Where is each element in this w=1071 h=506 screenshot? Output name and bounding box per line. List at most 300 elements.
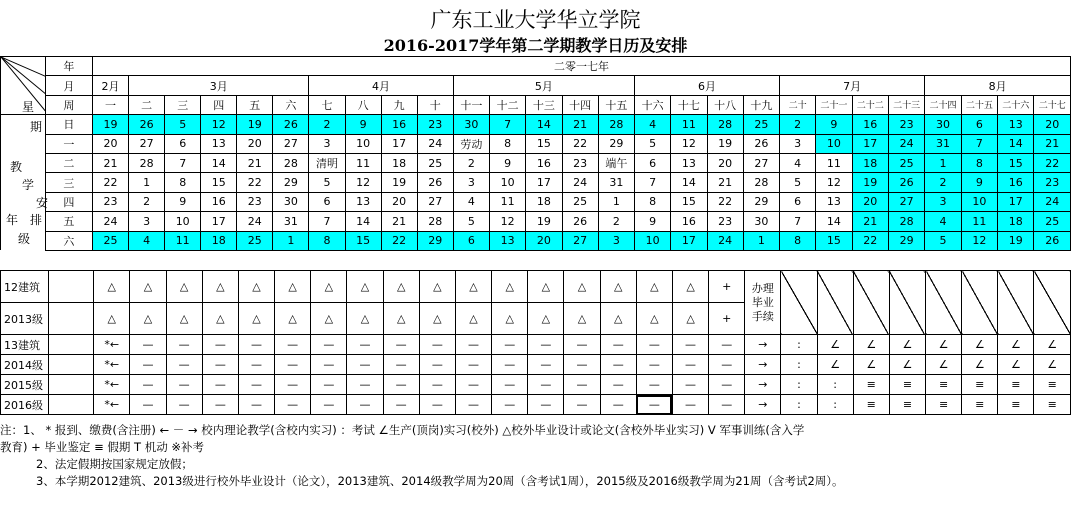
calendar-cell: 27 <box>129 134 165 153</box>
calendar-cell: 29 <box>743 192 779 211</box>
plan-cell: — <box>564 355 600 375</box>
calendar-cell: 23 <box>562 153 598 172</box>
calendar-cell: 8 <box>490 134 526 153</box>
calendar-cell: 23 <box>888 115 924 134</box>
plan-cell: — <box>600 335 636 355</box>
calendar-cell: 19 <box>381 173 417 192</box>
calendar-cell: 2 <box>780 115 816 134</box>
calendar-cell: 14 <box>201 153 237 172</box>
calendar-cell: 3 <box>925 192 961 211</box>
plan-cell: — <box>636 375 672 395</box>
calendar-cell: 4 <box>925 212 961 231</box>
plan-cell: — <box>238 335 274 355</box>
calendar-cell: 6 <box>961 115 997 134</box>
plan-cell: △ <box>419 303 455 335</box>
calendar-cell: 27 <box>562 231 598 250</box>
calendar-cell: 14 <box>671 173 707 192</box>
calendar-cell: 16 <box>852 115 888 134</box>
calendar-cell: 3 <box>309 134 345 153</box>
calendar-cell: 10 <box>490 173 526 192</box>
calendar-cell: 23 <box>707 212 743 231</box>
calendar-cell: 16 <box>381 115 417 134</box>
calendar-cell: 11 <box>816 153 852 172</box>
week-header: 二十六 <box>998 95 1034 114</box>
calendar-cell: 31 <box>925 134 961 153</box>
week-header: 三 <box>165 95 201 114</box>
calendar-cell: 11 <box>165 231 201 250</box>
calendar-cell: 9 <box>816 115 852 134</box>
plan-cell: — <box>564 395 600 415</box>
plan-cell: ∠ <box>1034 335 1071 355</box>
plan-cell: ∠ <box>926 355 962 375</box>
calendar-cell: 29 <box>273 173 309 192</box>
calendar-cell: 17 <box>201 212 237 231</box>
week-header: 一 <box>92 95 128 114</box>
plan-cell: △ <box>528 303 564 335</box>
month-header: 5月 <box>453 76 634 95</box>
plan-cell: — <box>202 395 238 415</box>
calendar-cell: 13 <box>816 192 852 211</box>
calendar-cell: 26 <box>417 173 453 192</box>
plan-cell: △ <box>636 303 672 335</box>
plan-cell: — <box>419 335 455 355</box>
week-header: 十七 <box>671 95 707 114</box>
calendar-cell: 25 <box>1034 212 1071 231</box>
calendar-cell: 28 <box>743 173 779 192</box>
calendar-cell: 17 <box>852 134 888 153</box>
calendar-cell: 21 <box>707 173 743 192</box>
calendar-cell: 28 <box>417 212 453 231</box>
week-header: 二十七 <box>1034 95 1071 114</box>
plan-cell: △ <box>94 303 130 335</box>
diagonal-cell <box>926 271 962 335</box>
plan-cell: — <box>202 375 238 395</box>
day-label: 日 <box>45 115 92 134</box>
calendar-cell: 14 <box>345 212 381 231</box>
side-label-cell <box>1 134 46 153</box>
plan-cell: △ <box>166 271 202 303</box>
side-label: 排 <box>30 213 43 227</box>
day-label: 四 <box>45 192 92 211</box>
plan-cell: — <box>311 395 347 415</box>
week-header: 十八 <box>707 95 743 114</box>
side-label: 教 <box>10 160 23 174</box>
diagonal-cell <box>781 271 817 335</box>
plan-cell: — <box>564 335 600 355</box>
calendar-cell: 7 <box>961 134 997 153</box>
plan-cell: ≡ <box>962 395 998 415</box>
plan-cell: — <box>166 395 202 415</box>
calendar-cell: 25 <box>417 153 453 172</box>
calendar-cell: 11 <box>671 115 707 134</box>
plan-cell: ∠ <box>853 335 889 355</box>
plan-cell: — <box>275 355 311 375</box>
calendar-cell: 18 <box>998 212 1034 231</box>
calendar-cell: 13 <box>490 231 526 250</box>
calendar-cell: 8 <box>961 153 997 172</box>
calendar-cell: 9 <box>961 173 997 192</box>
calendar-cell: 29 <box>888 231 924 250</box>
calendar-cell: 25 <box>92 231 128 250</box>
week-header: 十 <box>417 95 453 114</box>
plan-cell: △ <box>600 303 636 335</box>
plan-cell: — <box>347 355 383 375</box>
calendar-cell: 14 <box>816 212 852 231</box>
calendar-cell: 6 <box>309 192 345 211</box>
calendar-cell: 16 <box>201 192 237 211</box>
calendar-cell: 7 <box>165 153 201 172</box>
calendar-cell: 13 <box>671 153 707 172</box>
calendar-cell: 21 <box>562 115 598 134</box>
calendar-cell: 20 <box>237 134 273 153</box>
month-label: 月 <box>45 76 92 95</box>
calendar-cell: 30 <box>273 192 309 211</box>
cohort-label: 13建筑 <box>1 335 49 355</box>
calendar-cell: 8 <box>165 173 201 192</box>
plan-cell: + <box>709 303 745 335</box>
plan-cell: — <box>130 335 166 355</box>
plan-cell: — <box>419 375 455 395</box>
calendar-cell: 20 <box>381 192 417 211</box>
plan-cell: △ <box>492 303 528 335</box>
month-header: 2月 <box>92 76 128 95</box>
calendar-cell: 26 <box>273 115 309 134</box>
calendar-cell: 17 <box>526 173 562 192</box>
cohort-label: 2016级 <box>1 395 49 415</box>
calendar-cell: 5 <box>309 173 345 192</box>
calendar-cell: 18 <box>852 153 888 172</box>
calendar-cell: 3 <box>780 134 816 153</box>
calendar-cell: 7 <box>635 173 671 192</box>
calendar-cell: 10 <box>961 192 997 211</box>
calendar-cell: 21 <box>1034 134 1071 153</box>
calendar-cell: 3 <box>129 212 165 231</box>
plan-cell: — <box>347 395 383 415</box>
side-label: 年 <box>6 213 19 227</box>
plan-cell: — <box>166 355 202 375</box>
plan-cell: : <box>817 375 853 395</box>
calendar-cell: 28 <box>129 153 165 172</box>
calendar-cell: 29 <box>417 231 453 250</box>
calendar-cell: 1 <box>598 192 634 211</box>
blank-cell <box>48 335 93 355</box>
teaching-plan-grid <box>0 270 1071 415</box>
week-header: 十六 <box>635 95 671 114</box>
calendar-cell: 28 <box>598 115 634 134</box>
calendar-cell: 10 <box>635 231 671 250</box>
calendar-cell: 9 <box>345 115 381 134</box>
plan-cell: — <box>455 355 491 375</box>
plan-cell: △ <box>383 271 419 303</box>
calendar-cell: 6 <box>780 192 816 211</box>
calendar-cell: 1 <box>743 231 779 250</box>
calendar-cell: 23 <box>237 192 273 211</box>
plan-cell: → <box>745 375 781 395</box>
diagonal-cell <box>998 271 1034 335</box>
week-header: 七 <box>309 95 345 114</box>
calendar-cell: 28 <box>888 212 924 231</box>
calendar-cell: 24 <box>888 134 924 153</box>
notes-section <box>0 422 1071 490</box>
calendar-cell: 6 <box>453 231 489 250</box>
calendar-cell: 26 <box>1034 231 1071 250</box>
plan-cell: ∠ <box>998 335 1034 355</box>
calendar-cell: 11 <box>490 192 526 211</box>
calendar-cell: 18 <box>381 153 417 172</box>
plan-cell: △ <box>672 303 708 335</box>
calendar-cell: 3 <box>453 173 489 192</box>
plan-cell: △ <box>419 271 455 303</box>
cohort-label: 2013级 <box>1 303 49 335</box>
plan-cell: — <box>202 355 238 375</box>
plan-cell: △ <box>94 271 130 303</box>
calendar-cell: 29 <box>598 134 634 153</box>
calendar-cell: 4 <box>453 192 489 211</box>
plan-cell: △ <box>238 271 274 303</box>
calendar-cell: 31 <box>598 173 634 192</box>
plan-cell: : <box>817 395 853 415</box>
plan-cell: — <box>636 395 672 415</box>
calendar-cell: 端午 <box>598 153 634 172</box>
plan-cell: △ <box>238 303 274 335</box>
plan-cell: : <box>781 375 817 395</box>
school-title: 广东工业大学华立学院 <box>430 8 641 32</box>
calendar-cell: 22 <box>707 192 743 211</box>
calendar-cell: 22 <box>852 231 888 250</box>
calendar-cell: 14 <box>998 134 1034 153</box>
calendar-cell: 20 <box>92 134 128 153</box>
plan-cell: — <box>130 355 166 375</box>
note-line-1b: 教育) + 毕业鉴定 ≡ 假期 T 机动 ※补考 <box>0 440 205 454</box>
plan-cell: — <box>600 395 636 415</box>
month-header: 6月 <box>635 76 780 95</box>
plan-cell: — <box>600 355 636 375</box>
calendar-cell: 15 <box>526 134 562 153</box>
plan-cell: ∠ <box>853 355 889 375</box>
plan-cell: *← <box>94 395 130 415</box>
calendar-cell: 20 <box>707 153 743 172</box>
plan-cell: — <box>166 335 202 355</box>
plan-cell: — <box>311 375 347 395</box>
plan-cell: △ <box>636 271 672 303</box>
calendar-cell: 20 <box>526 231 562 250</box>
year-label: 年 <box>45 57 92 76</box>
diagonal-cell <box>1034 271 1071 335</box>
day-label: 五 <box>45 212 92 231</box>
blank-cell <box>48 303 93 335</box>
plan-cell: △ <box>455 271 491 303</box>
plan-cell: *← <box>94 375 130 395</box>
calendar-cell: 4 <box>780 153 816 172</box>
week-header: 十三 <box>526 95 562 114</box>
plan-cell: → <box>745 335 781 355</box>
calendar-cell: 24 <box>562 173 598 192</box>
calendar-cell: 11 <box>345 153 381 172</box>
plan-cell: — <box>528 335 564 355</box>
calendar-cell: 30 <box>453 115 489 134</box>
plan-cell: — <box>672 395 708 415</box>
week-header: 十九 <box>743 95 779 114</box>
cohort-label: 12建筑 <box>1 271 49 303</box>
plan-cell: ∠ <box>889 355 925 375</box>
calendar-cell: 5 <box>165 115 201 134</box>
diagonal-cell <box>889 271 925 335</box>
calendar-subtitle: 2016-2017学年第二学期教学日历及安排 <box>383 36 688 55</box>
plan-cell: — <box>492 355 528 375</box>
calendar-cell: 16 <box>526 153 562 172</box>
plan-cell: △ <box>130 303 166 335</box>
plan-cell: ≡ <box>962 375 998 395</box>
plan-cell: *← <box>94 355 130 375</box>
graduation-note-line: 毕业 <box>751 295 774 309</box>
side-label: 学 <box>22 178 35 192</box>
side-label-cell <box>1 153 46 172</box>
plan-cell: ∠ <box>998 355 1034 375</box>
calendar-cell: 17 <box>381 134 417 153</box>
calendar-cell: 19 <box>237 115 273 134</box>
plan-cell: — <box>455 375 491 395</box>
calendar-cell: 26 <box>743 134 779 153</box>
side-label: 级 <box>18 232 31 246</box>
calendar-cell: 10 <box>816 134 852 153</box>
calendar-cell: 27 <box>273 134 309 153</box>
plan-cell: △ <box>347 303 383 335</box>
plan-cell: △ <box>275 303 311 335</box>
calendar-cell: 6 <box>635 153 671 172</box>
plan-cell: ∠ <box>889 335 925 355</box>
plan-cell: — <box>636 355 672 375</box>
week-header: 八 <box>345 95 381 114</box>
calendar-cell: 25 <box>562 192 598 211</box>
plan-cell: ≡ <box>926 395 962 415</box>
calendar-cell: 25 <box>743 115 779 134</box>
calendar-cell: 1 <box>273 231 309 250</box>
calendar-cell: 清明 <box>309 153 345 172</box>
plan-cell: — <box>238 355 274 375</box>
calendar-cell: 4 <box>129 231 165 250</box>
calendar-cell: 劳动 <box>453 134 489 153</box>
calendar-cell: 24 <box>1034 192 1071 211</box>
calendar-cell: 15 <box>671 192 707 211</box>
blank-cell <box>48 395 93 415</box>
calendar-cell: 26 <box>888 173 924 192</box>
plan-cell: — <box>492 375 528 395</box>
week-header: 二十 <box>780 95 816 114</box>
calendar-cell: 26 <box>129 115 165 134</box>
plan-cell: ≡ <box>998 375 1034 395</box>
week-header: 二十一 <box>816 95 852 114</box>
plan-cell: — <box>564 375 600 395</box>
calendar-cell: 3 <box>598 231 634 250</box>
day-label: 三 <box>45 173 92 192</box>
plan-cell: △ <box>311 271 347 303</box>
year-value: 二零一七年 <box>92 57 1070 76</box>
calendar-cell: 22 <box>1034 153 1071 172</box>
calendar-cell: 13 <box>998 115 1034 134</box>
week-header: 五 <box>237 95 273 114</box>
calendar-cell: 27 <box>743 153 779 172</box>
note-line-3: 3、本学期2012建筑、2013级进行校外毕业设计（论文），2013建筑、2014级教学周为20周（含考试1周），2015级及2016级教学周为21周（含考试2周）。 <box>36 474 844 488</box>
plan-cell: ∠ <box>962 335 998 355</box>
week-header: 二十四 <box>925 95 961 114</box>
week-label: 周 <box>45 95 92 114</box>
calendar-cell: 14 <box>526 115 562 134</box>
calendar-cell: 1 <box>925 153 961 172</box>
calendar-cell: 21 <box>852 212 888 231</box>
calendar-cell: 28 <box>707 115 743 134</box>
calendar-cell: 30 <box>925 115 961 134</box>
blank-cell <box>48 355 93 375</box>
plan-cell: △ <box>130 271 166 303</box>
plan-cell: ≡ <box>926 375 962 395</box>
calendar-cell: 19 <box>852 173 888 192</box>
plan-cell: → <box>745 395 781 415</box>
calendar-cell: 21 <box>237 153 273 172</box>
calendar-cell: 17 <box>671 231 707 250</box>
calendar-cell: 22 <box>92 173 128 192</box>
calendar-cell: 5 <box>780 173 816 192</box>
plan-cell: — <box>672 335 708 355</box>
calendar-cell: 18 <box>526 192 562 211</box>
calendar-cell: 23 <box>417 115 453 134</box>
month-header: 4月 <box>309 76 453 95</box>
calendar-cell: 2 <box>453 153 489 172</box>
plan-cell: — <box>528 375 564 395</box>
plan-cell: △ <box>492 271 528 303</box>
plan-cell: — <box>383 355 419 375</box>
calendar-cell: 23 <box>1034 173 1071 192</box>
plan-cell: — <box>275 395 311 415</box>
plan-cell: ≡ <box>889 395 925 415</box>
note-line-1a: 注：1、 * 报到、缴费(含注册) ← － → 校内理论教学(含校内实习) ：考试 ∠生产(顶岗)实习(校外) △校外毕业设计或论文(含校外毕业实习) V 军事训练(含入学 <box>0 423 805 437</box>
calendar-cell: 2 <box>309 115 345 134</box>
plan-cell: ≡ <box>998 395 1034 415</box>
calendar-cell: 24 <box>237 212 273 231</box>
plan-cell: — <box>528 395 564 415</box>
graduation-note-line: 手续 <box>751 309 774 323</box>
plan-cell: — <box>455 335 491 355</box>
calendar-cell: 27 <box>417 192 453 211</box>
plan-cell: ∠ <box>926 335 962 355</box>
note-line-2: 2、法定假期按国家规定放假； <box>36 457 193 471</box>
plan-cell: △ <box>311 303 347 335</box>
calendar-cell: 12 <box>816 173 852 192</box>
plan-cell: △ <box>202 271 238 303</box>
calendar-cell: 22 <box>562 134 598 153</box>
plan-cell: △ <box>600 271 636 303</box>
diagonal-cell <box>853 271 889 335</box>
calendar-cell: 8 <box>780 231 816 250</box>
plan-cell: △ <box>672 271 708 303</box>
week-header: 十二 <box>490 95 526 114</box>
plan-cell: △ <box>528 271 564 303</box>
cohort-label: 2014级 <box>1 355 49 375</box>
plan-cell: — <box>672 375 708 395</box>
plan-cell: — <box>709 335 745 355</box>
calendar-cell: 23 <box>92 192 128 211</box>
calendar-cell: 9 <box>490 153 526 172</box>
side-label: 安 <box>36 196 49 210</box>
plan-cell: — <box>419 395 455 415</box>
month-header: 7月 <box>780 76 925 95</box>
calendar-cell: 12 <box>345 173 381 192</box>
calendar-cell: 7 <box>490 115 526 134</box>
calendar-cell: 15 <box>816 231 852 250</box>
calendar-cell: 31 <box>273 212 309 231</box>
calendar-cell: 9 <box>635 212 671 231</box>
calendar-cell: 12 <box>961 231 997 250</box>
calendar-cell: 12 <box>201 115 237 134</box>
